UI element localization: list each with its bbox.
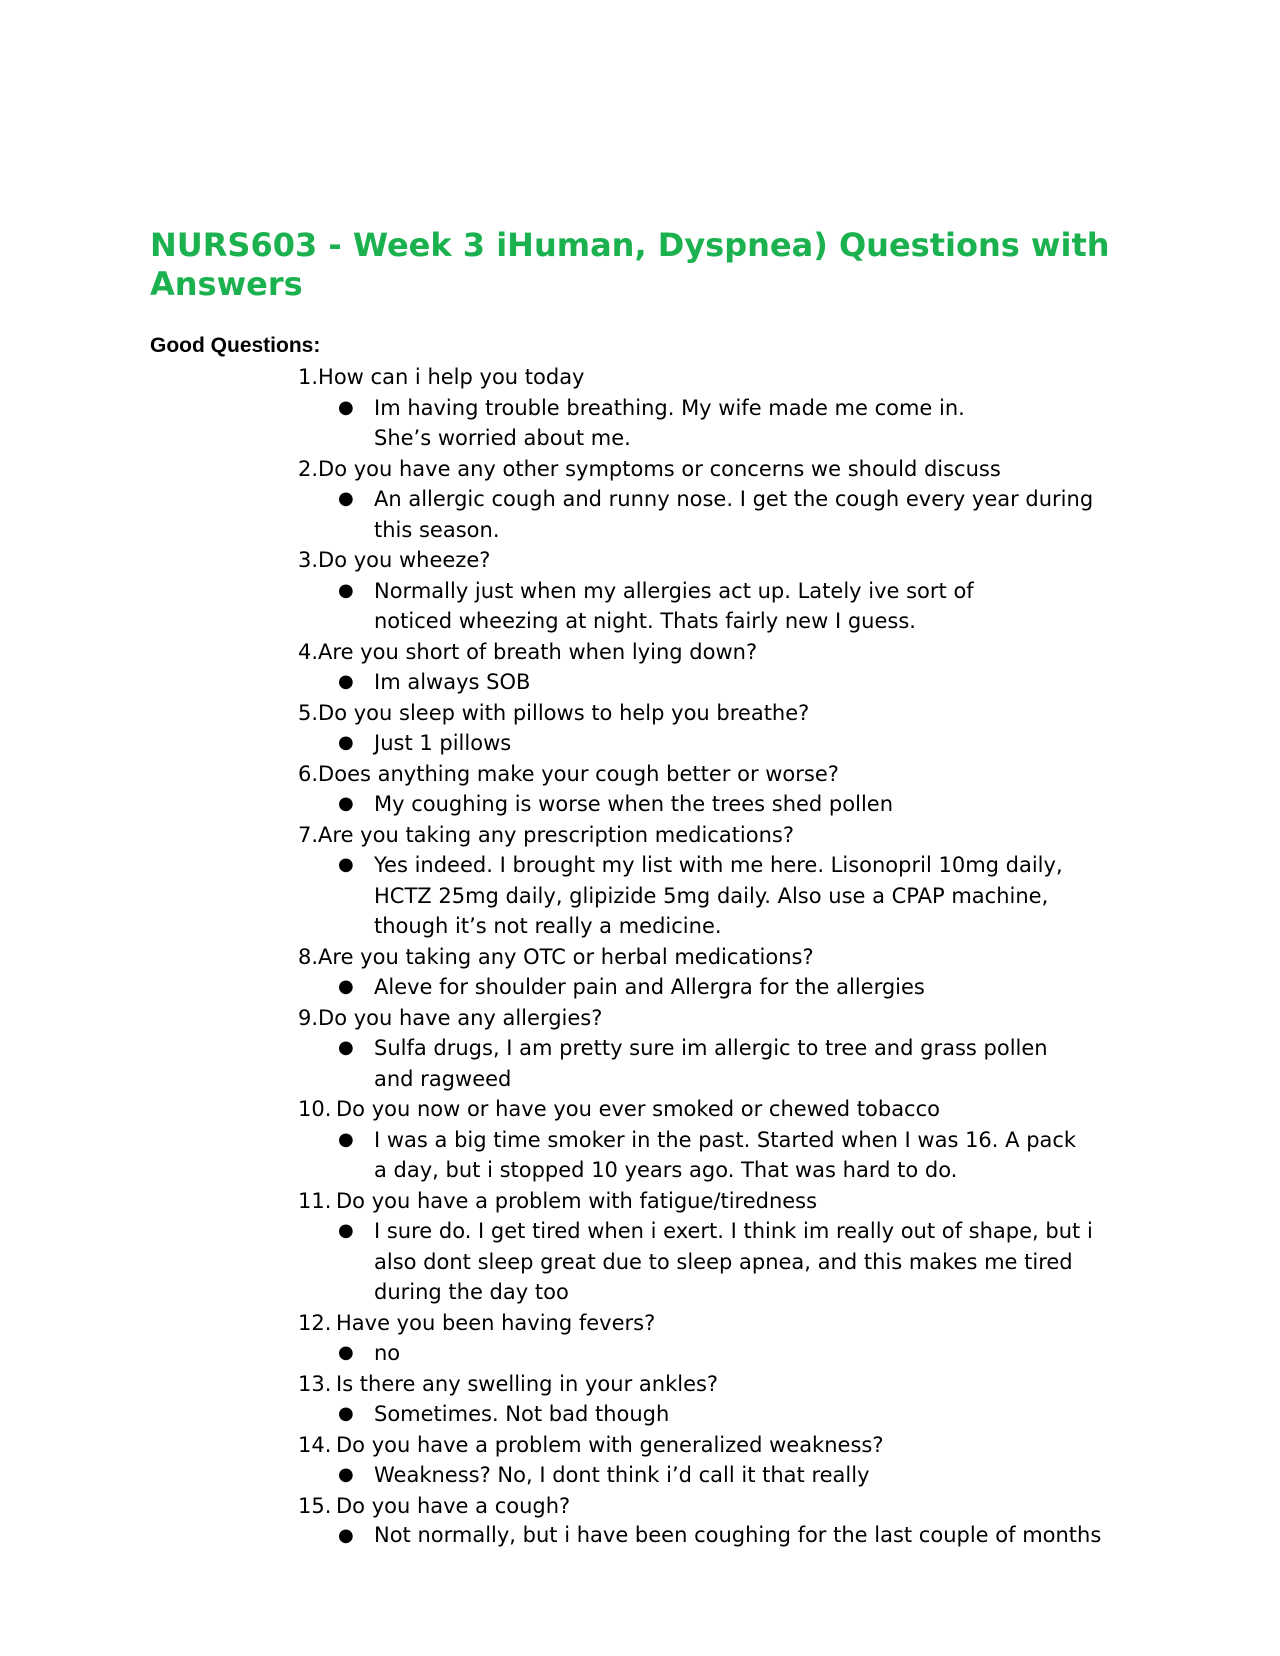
question-text: Do you have a problem with fatigue/tiredness <box>336 1188 818 1213</box>
question-number: 7. <box>298 822 319 847</box>
answer-text: Sometimes. Not bad though <box>374 1402 670 1426</box>
question <box>298 698 1138 729</box>
question <box>298 454 1138 485</box>
answer <box>338 850 1138 942</box>
answer <box>338 393 1138 454</box>
answer-text: no <box>374 1341 401 1365</box>
question-text: How can i help you today <box>318 365 585 389</box>
bullet-icon: ● <box>338 488 354 509</box>
answer <box>338 1033 1138 1094</box>
question <box>298 820 1138 851</box>
question-number: 15. <box>298 1493 332 1518</box>
answer <box>338 484 1138 545</box>
question-number: 1. <box>298 365 319 389</box>
bullet-icon: ● <box>338 854 354 875</box>
qa-item <box>298 637 1138 698</box>
qa-item <box>298 1186 1138 1308</box>
bullet-icon: ● <box>338 1464 354 1485</box>
answer <box>338 576 1138 637</box>
answer-text: Normally just when my allergies act up. Lately ive sort of noticed wheezing at night. Thats fairly new I guess. <box>374 578 974 633</box>
bullet-icon: ● <box>338 732 354 753</box>
question-number: 8. <box>298 944 319 969</box>
answer <box>338 728 1138 759</box>
question <box>298 942 1138 973</box>
qa-item <box>298 1491 1138 1552</box>
answer <box>338 1338 1138 1369</box>
question <box>298 759 1138 790</box>
question-number: 3. <box>298 548 319 572</box>
answer-text: Weakness? No, I dont think i’d call it that really <box>374 1463 870 1487</box>
answer-text: Yes indeed. I brought my list with me here. Lisonopril 10mg daily, HCTZ 25mg daily, glipizide 5mg daily. Also use a CPAP machine, though it’s not really a medicine. <box>374 853 1063 938</box>
qa-item <box>298 759 1138 820</box>
question-text: Are you short of breath when lying down? <box>318 639 758 664</box>
answer-text: Sulfa drugs, I am pretty sure im allergic to tree and grass pollen and ragweed <box>374 1036 1048 1091</box>
question <box>298 545 1138 576</box>
question-text: Do you have a problem with generalized weakness? <box>336 1432 884 1457</box>
question-number: 11. <box>298 1188 332 1213</box>
bullet-icon: ● <box>338 793 354 814</box>
answer-text: An allergic cough and runny nose. I get the cough every year during this season. <box>374 487 1094 542</box>
answer <box>338 789 1138 820</box>
answer-text: Aleve for shoulder pain and Allergra for the allergies <box>374 975 925 999</box>
question <box>298 1003 1138 1034</box>
answer <box>338 1460 1138 1491</box>
qa-item <box>298 454 1138 546</box>
qa-item <box>298 545 1138 637</box>
question-text: Does anything make your cough better or worse? <box>318 761 839 786</box>
question <box>298 1491 1138 1522</box>
bullet-icon: ● <box>338 1220 354 1241</box>
answer <box>338 1125 1138 1186</box>
answer <box>338 1521 1138 1552</box>
question-text: Do you have any allergies? <box>318 1005 603 1030</box>
bullet-icon: ● <box>338 1342 354 1363</box>
question-text: Are you taking any prescription medications? <box>318 822 795 847</box>
question-number: 5. <box>298 700 319 725</box>
qa-item <box>298 362 1138 454</box>
bullet-icon: ● <box>338 976 354 997</box>
question-number: 10. <box>298 1097 332 1121</box>
question-number: 13. <box>298 1371 332 1396</box>
question-text: Is there any swelling in your ankles? <box>336 1371 719 1396</box>
question-text: Do you have any other symptoms or concerns we should discuss <box>318 456 1001 481</box>
answer-text: Im having trouble breathing. My wife made me come in. She’s worried about me. <box>374 395 965 450</box>
question-text: Do you have a cough? <box>336 1493 571 1518</box>
qa-item <box>298 1094 1138 1186</box>
question <box>298 637 1138 668</box>
answer-text: Not normally, but i have been coughing for the last couple of months <box>374 1523 1102 1547</box>
qa-item <box>298 1369 1138 1430</box>
bullet-icon: ● <box>338 1128 354 1150</box>
qa-item <box>298 1003 1138 1095</box>
question-text: Are you taking any OTC or herbal medications? <box>318 944 814 969</box>
section-heading: Good Questions: <box>150 334 321 357</box>
qa-item <box>298 820 1138 942</box>
answer <box>338 1216 1138 1308</box>
question-number: 12. <box>298 1310 332 1335</box>
qa-item <box>298 1308 1138 1369</box>
question <box>298 1430 1138 1461</box>
question-number: 14. <box>298 1432 332 1457</box>
qa-item <box>298 1430 1138 1491</box>
bullet-icon: ● <box>338 1037 354 1058</box>
qa-list <box>298 362 1138 1552</box>
question-number: 6. <box>298 761 319 786</box>
question-text: Have you been having fevers? <box>336 1310 656 1335</box>
question-text: Do you now or have you ever smoked or chewed tobacco <box>336 1097 940 1121</box>
bullet-icon: ● <box>338 671 354 692</box>
document-title: NURS603 - Week 3 iHuman, Dyspnea) Questions with Answers <box>150 226 1110 303</box>
answer-text: My coughing is worse when the trees shed pollen <box>374 792 894 816</box>
question <box>298 1369 1138 1400</box>
answer <box>338 667 1138 698</box>
question-text: Do you sleep with pillows to help you breathe? <box>318 700 810 725</box>
answer-text: I was a big time smoker in the past. Started when I was 16. A pack a day, but i stopped 10 years ago. That was hard to do. <box>374 1127 1077 1182</box>
qa-item <box>298 942 1138 1003</box>
question <box>298 1094 1138 1125</box>
answer <box>338 972 1138 1003</box>
answer-text: I sure do. I get tired when i exert. I think im really out of shape, but i also dont sleep great due to sleep apnea, and this makes me tired during the day too <box>374 1219 1093 1304</box>
question-number: 4. <box>298 639 319 664</box>
qa-item <box>298 698 1138 759</box>
answer <box>338 1399 1138 1430</box>
bullet-icon: ● <box>338 396 354 418</box>
answer-text: Im always SOB <box>374 670 531 694</box>
bullet-icon: ● <box>338 1525 354 1546</box>
question-number: 9. <box>298 1005 319 1030</box>
question <box>298 362 1138 393</box>
bullet-icon: ● <box>338 579 354 601</box>
bullet-icon: ● <box>338 1403 354 1424</box>
question-text: Do you wheeze? <box>318 548 491 572</box>
answer-text: Just 1 pillows <box>374 731 512 755</box>
question <box>298 1308 1138 1339</box>
question <box>298 1186 1138 1217</box>
question-number: 2. <box>298 456 319 481</box>
